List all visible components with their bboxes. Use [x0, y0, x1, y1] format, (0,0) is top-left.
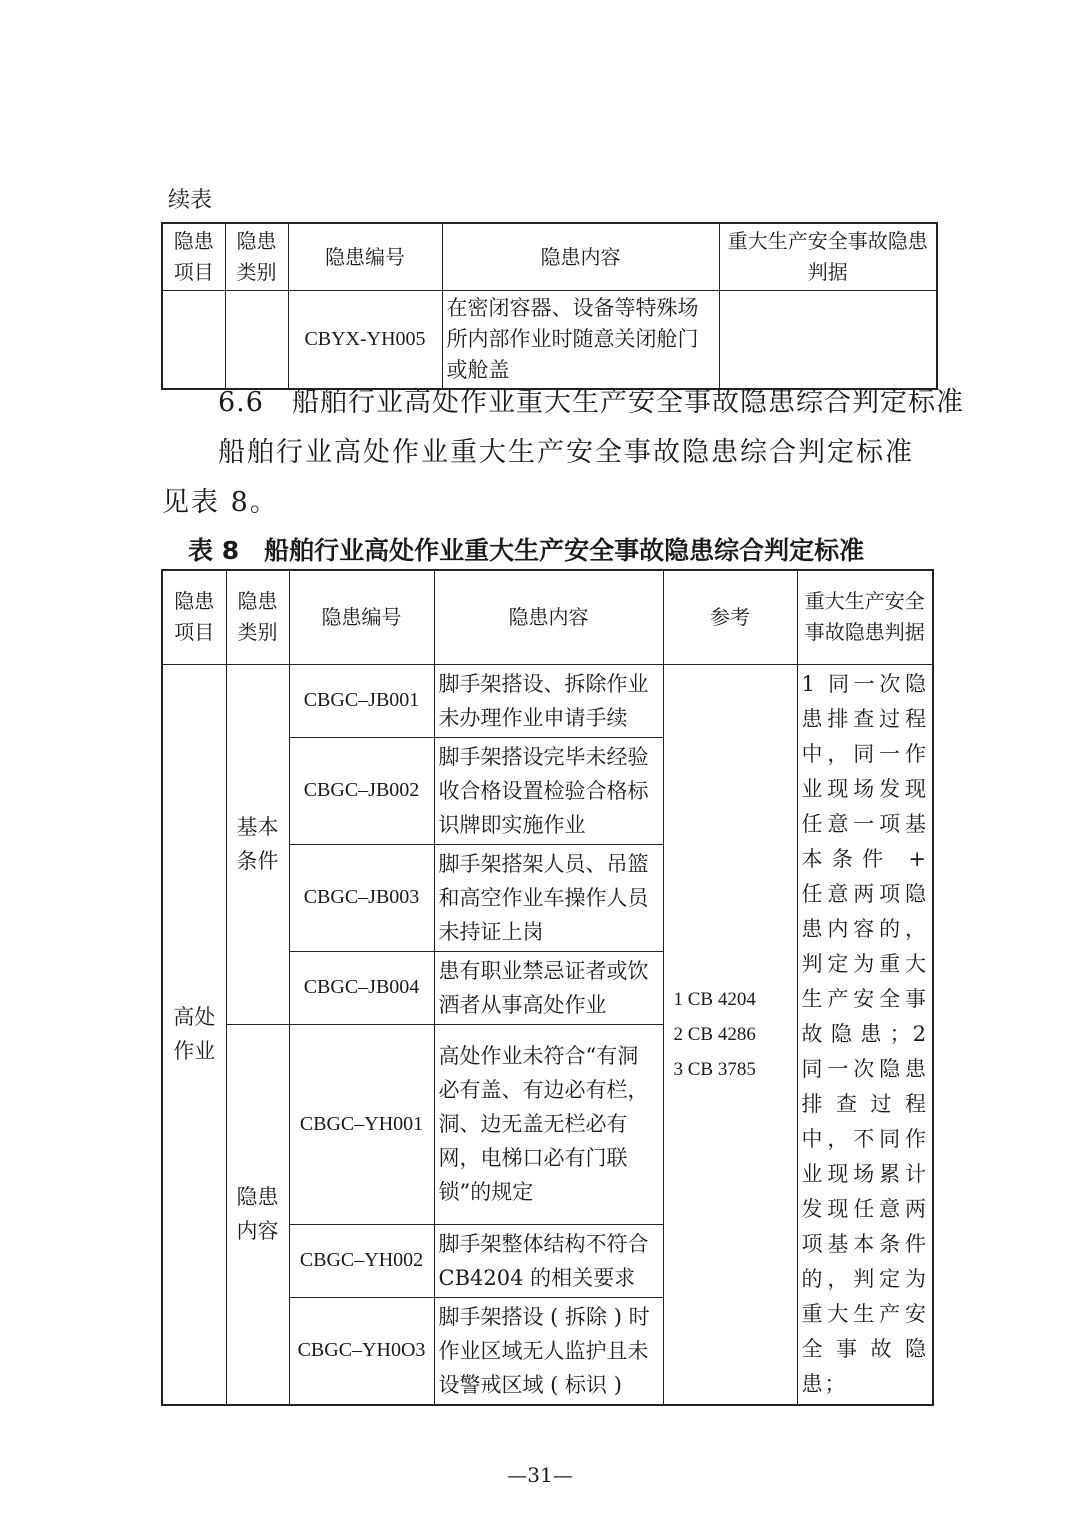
- table-cell-empty: [225, 291, 288, 390]
- continued-table: [161, 222, 938, 390]
- hazard-content: 脚手架搭设完毕未经验收合格设置检验合格标识牌即实施作业: [434, 737, 663, 844]
- header-judgment: 重大生产安全事故隐患判据: [797, 570, 933, 664]
- section-heading: 6.6 船舶行业高处作业重大生产安全事故隐患综合判定标准: [218, 387, 964, 418]
- hazard-code: CBGC–JB003: [289, 844, 434, 951]
- hazard-content: 脚手架整体结构不符合CB4204 的相关要求: [434, 1224, 663, 1297]
- hazard-code: CBGC–JB002: [289, 737, 434, 844]
- reference-item: 3 CB 3785: [673, 1058, 756, 1080]
- reference-item: 2 CB 4286: [673, 1023, 756, 1045]
- header-reference: 参考: [663, 570, 797, 664]
- hazard-project: 高处作业: [162, 664, 226, 1405]
- table-cell-empty: [162, 291, 225, 390]
- reference-cell: [663, 664, 797, 1405]
- header-project: 隐患项目: [162, 223, 225, 291]
- continued-table-label: 续表: [168, 188, 213, 213]
- reference-item: 1 CB 4204: [673, 988, 756, 1010]
- header-code: 隐患编号: [289, 570, 434, 664]
- header-judgment: 重大生产安全事故隐患判据: [719, 223, 937, 291]
- hazard-code: CBGC–YH002: [289, 1224, 434, 1297]
- table-8: [161, 569, 934, 1406]
- hazard-code: CBGC–YH001: [289, 1024, 434, 1224]
- hazard-code: CBGC–JB004: [289, 951, 434, 1024]
- page-number: —31—: [507, 1463, 573, 1487]
- hazard-category-content: 隐患内容: [226, 1024, 289, 1405]
- hazard-category-basic: 基本条件: [226, 664, 289, 1024]
- table-caption: 表 8 船舶行业高处作业重大生产安全事故隐患综合判定标准: [188, 536, 865, 565]
- hazard-content: 脚手架搭设 ( 拆除 ) 时作业区域无人监护且未设警戒区域 ( 标识 ): [434, 1297, 663, 1405]
- header-project: 隐患项目: [162, 570, 226, 664]
- body-paragraph: 船舶行业高处作业重大生产安全事故隐患综合判定标准见表 8。: [162, 437, 914, 518]
- judgment-criteria: 1 同一次隐患排查过程中，同一作业现场发现任意一项基本条件 + 任意两项隐患内容的，判定为重大生产安全事故隐患；2 同一次隐患排查过程中，不同作业现场累计发现任意两项基本条件的，判定为重大生产安全事故隐患；: [797, 664, 933, 1405]
- header-content: 隐患内容: [442, 223, 719, 291]
- hazard-content: 脚手架搭架人员、吊篮和高空作业车操作人员未持证上岗: [434, 844, 663, 951]
- hazard-code: CBGC–YH0O3: [289, 1297, 434, 1405]
- header-category: 隐患类别: [226, 570, 289, 664]
- hazard-content: 患有职业禁忌证者或饮酒者从事高处作业: [434, 951, 663, 1024]
- hazard-content: 脚手架搭设、拆除作业未办理作业申请手续: [434, 664, 663, 737]
- header-content: 隐患内容: [434, 570, 663, 664]
- hazard-code: CBGC–JB001: [289, 664, 434, 737]
- header-code: 隐患编号: [288, 223, 442, 291]
- header-category: 隐患类别: [225, 223, 288, 291]
- hazard-content: 在密闭容器、设备等特殊场所内部作业时随意关闭舱门或舱盖: [442, 291, 719, 390]
- hazard-code: CBYX-YH005: [288, 291, 442, 390]
- table-cell-empty: [719, 291, 937, 390]
- hazard-content: 高处作业未符合“有洞必有盖、有边必有栏，洞、边无盖无栏必有网，电梯口必有门联锁”的规定: [434, 1024, 663, 1224]
